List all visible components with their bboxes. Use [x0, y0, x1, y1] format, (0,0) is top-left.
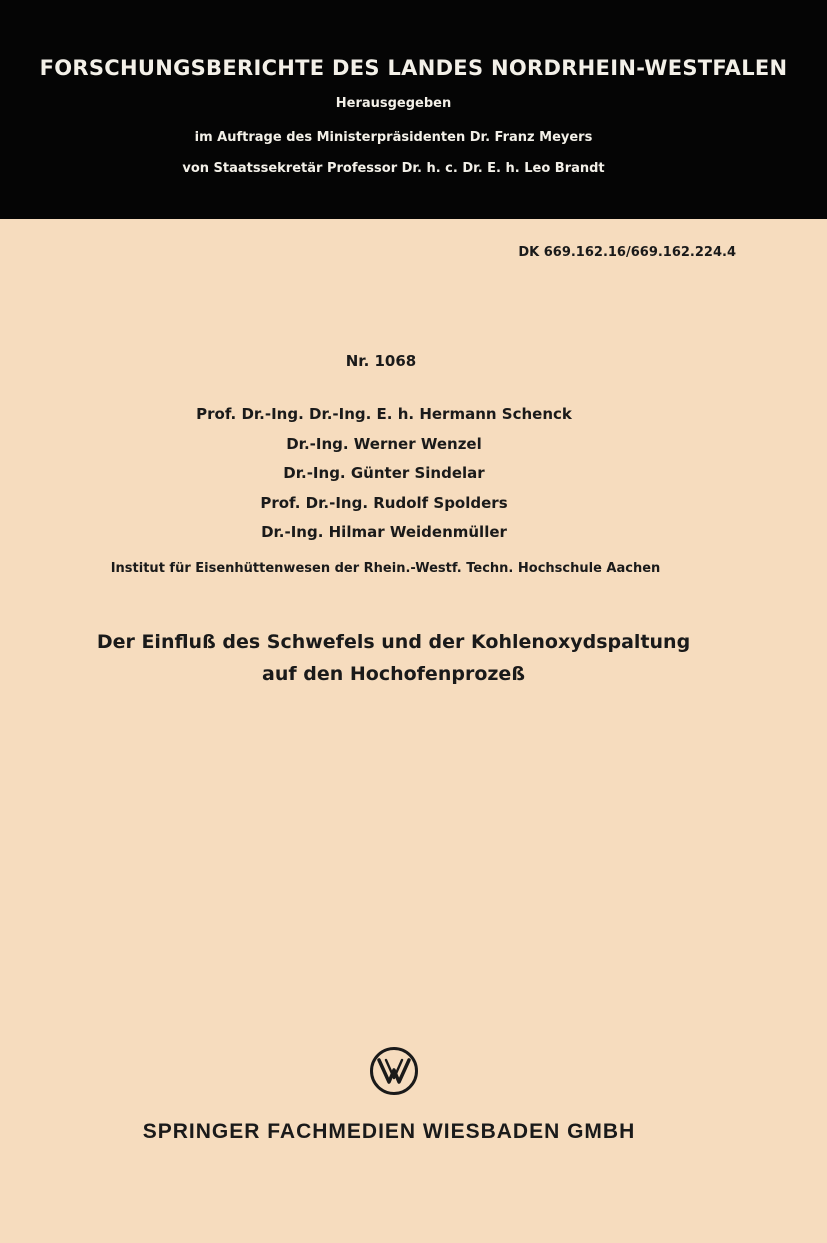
- author-name: Dr.-Ing. Hilmar Weidenmüller: [261, 523, 507, 541]
- series-header: [0, 0, 827, 219]
- report-number: Nr. 1068: [345, 352, 417, 370]
- title-line: auf den Hochofenprozeß: [262, 662, 525, 685]
- author-name: Dr.-Ing. Werner Wenzel: [286, 434, 482, 453]
- author-name: Dr.-Ing. Günter Sindelar: [283, 464, 485, 482]
- series-title: FORSCHUNGSBERICHTE DES LANDES NORDRHEIN-WESTFALEN: [39, 56, 788, 80]
- editor-secretary: von Staatssekretär Professor Dr. h. c. Dr. E. h. Leo Brandt: [182, 161, 605, 176]
- book-title: [0, 626, 787, 690]
- classification-code: DK 669.162.16/669.162.224.4: [518, 245, 736, 260]
- vieweg-vw-logo-icon: [369, 1046, 419, 1096]
- publisher-name: SPRINGER FACHMEDIEN WIESBADEN GMBH: [142, 1120, 636, 1143]
- author-name: Prof. Dr.-Ing. Dr.-Ing. E. h. Hermann Schenck: [196, 405, 572, 423]
- author-name: Prof. Dr.-Ing. Rudolf Spolders: [260, 493, 508, 512]
- editor-commission: im Auftrage des Ministerpräsidenten Dr. Franz Meyers: [194, 130, 593, 145]
- title-line: Der Einfluß des Schwefels und der Kohlenoxydspaltung: [96, 630, 691, 653]
- editor-label: Herausgegeben: [335, 96, 452, 111]
- institute-line: Institut für Eisenhüttenwesen der Rhein.-Westf. Techn. Hochschule Aachen: [110, 561, 661, 576]
- author-list: [0, 405, 768, 553]
